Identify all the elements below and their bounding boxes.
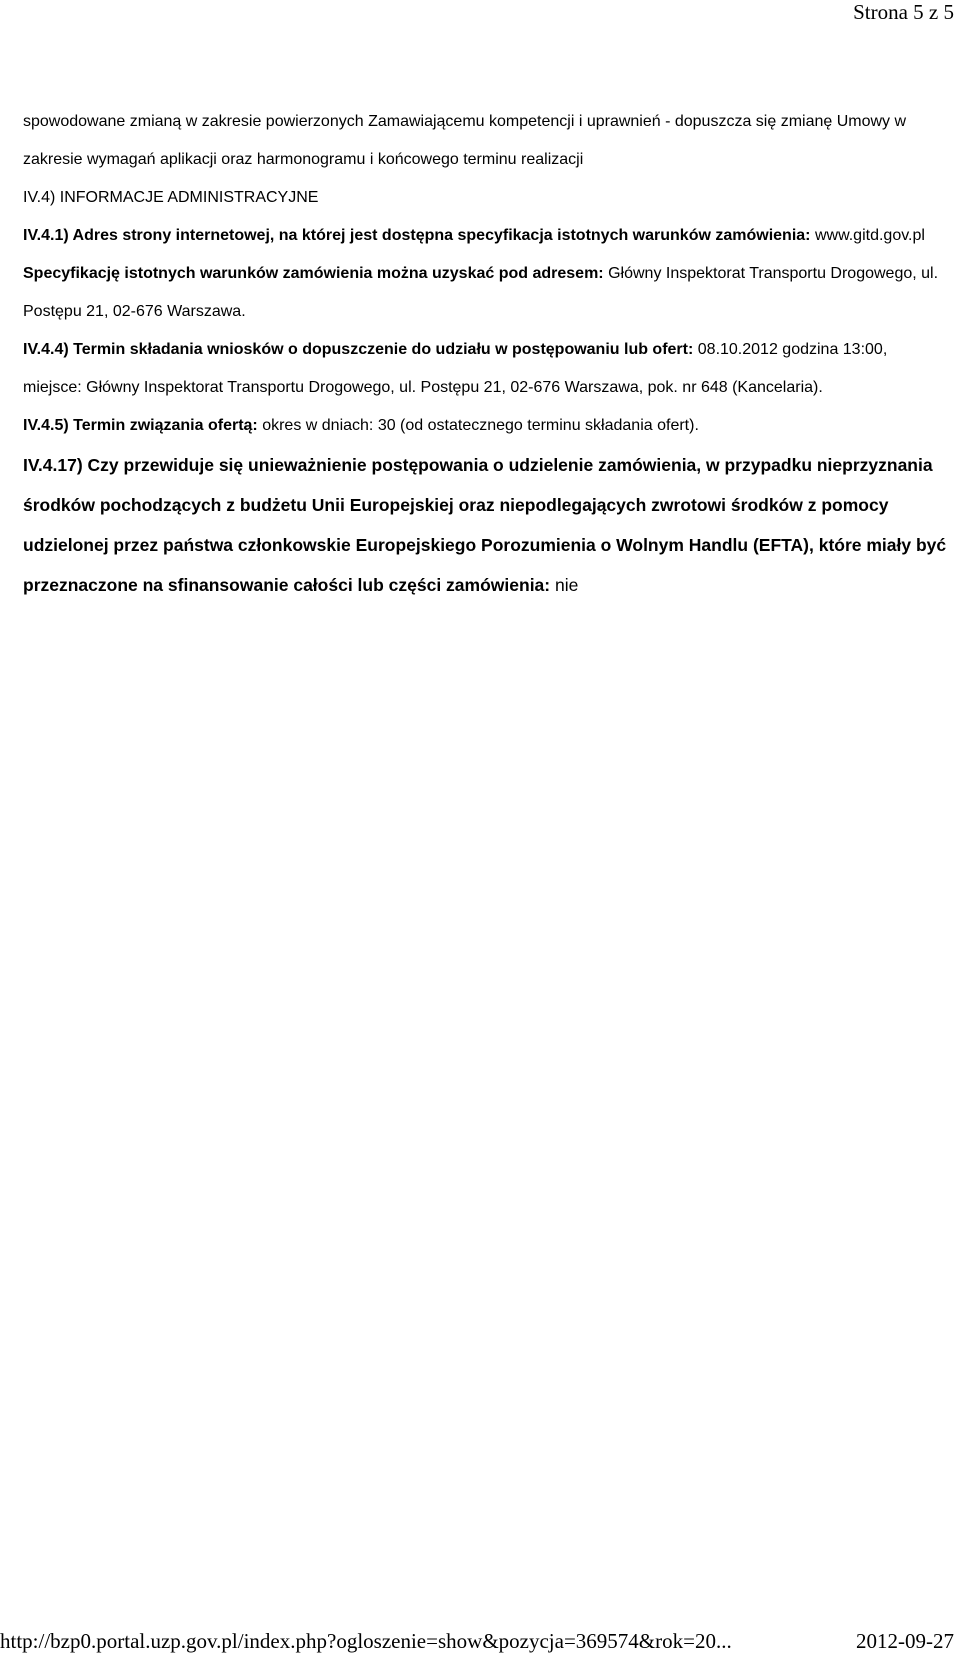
- paragraph-amendment: spowodowane zmianą w zakresie powierzonych Zamawiającemu kompetencji i uprawnień - dopuszcza się zmianę Umowy w zakresie wymagań aplikacji oraz harmonogramu i końcowego terminu realizacji: [23, 113, 907, 168]
- item-spec-value: Główny Inspektorat Transportu Drogowego, ul. Postępu 21, 02-676 Warszawa.: [23, 265, 939, 320]
- item-iv417: [23, 445, 948, 605]
- item-spec: [23, 255, 948, 331]
- website-link[interactable]: www.gitd.gov.pl: [814, 227, 925, 244]
- item-iv41: [23, 217, 948, 255]
- item-iv44-label: IV.4.4) Termin składania wniosków o dopuszczenie do udziału w postępowaniu lub ofert:: [23, 341, 694, 358]
- item-iv41-label: IV.4.1) Adres strony internetowej, na której jest dostępna specyfikacja istotnych warunków zamówienia:: [23, 227, 811, 244]
- item-iv44: [23, 331, 948, 407]
- footer-date: 2012-09-27: [856, 1629, 954, 1653]
- item-iv44-value: 08.10.2012 godzina 13:00, miejsce: Główny Inspektorat Transportu Drogowego, ul. Postępu 21, 02-676 Warszawa, pok. nr 648 (Kancelaria).: [23, 341, 888, 396]
- footer-url[interactable]: http://bzp0.portal.uzp.gov.pl/index.php?ogloszenie=show&pozycja=369574&rok=20...: [0, 1629, 732, 1653]
- item-iv45: [23, 407, 948, 445]
- item-iv417-value: nie: [555, 575, 579, 595]
- page-footer: [0, 1628, 960, 1654]
- item-spec-label: Specyfikację istotnych warunków zamówienia można uzyskać pod adresem:: [23, 265, 604, 282]
- section-title: IV.4) INFORMACJE ADMINISTRACYJNE: [23, 189, 319, 206]
- page-number: Strona 5 z 5: [853, 0, 954, 24]
- document-body: [23, 103, 948, 605]
- item-iv45-value: okres w dniach: 30 (od ostatecznego terminu składania ofert).: [262, 417, 699, 434]
- item-iv45-label: IV.4.5) Termin związania ofertą:: [23, 417, 258, 434]
- item-iv417-label: IV.4.17) Czy przewiduje się unieważnienie postępowania o udzielenie zamówienia, w przypadku nieprzyznania środków pochodzących z budżetu Unii Europejskiej oraz niepodlegających zwrotowi środków z pomocy udzielonej przez państwa członkowskie Europejskiego Porozumienia o Wolnym Handlu (EFTA), które miały być przeznaczone na sfinansowanie całości lub części zamówienia:: [23, 455, 947, 595]
